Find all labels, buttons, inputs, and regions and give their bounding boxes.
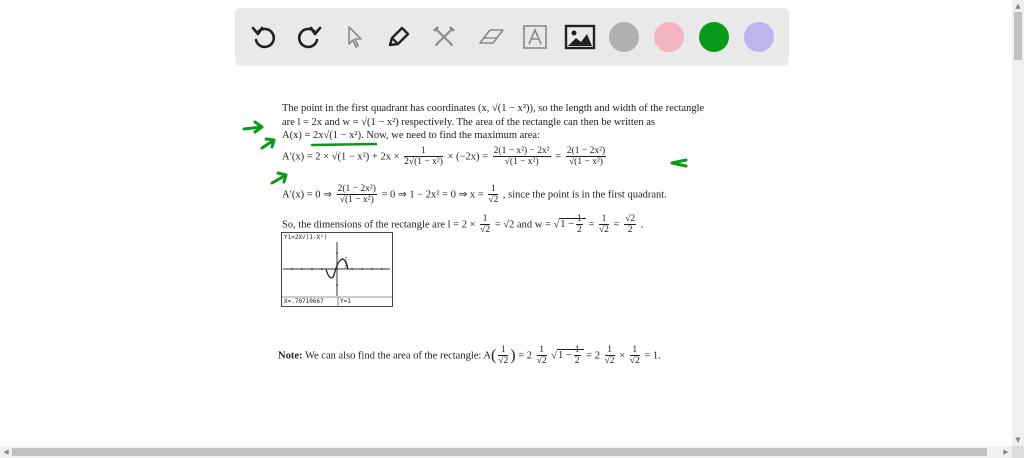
green-underline: [312, 144, 376, 145]
zero-tail: , since the point is in the first quadrant.: [502, 189, 667, 201]
dims-l-den: √2: [480, 225, 491, 235]
calc-y-readout: Y=1: [340, 298, 351, 305]
sqrt-symbol: √: [553, 219, 560, 231]
note-c-frac: [630, 345, 640, 367]
note-b-den: √2: [604, 356, 615, 366]
zero-lhs: A′(x) = 0 ⇒: [282, 189, 332, 201]
color-swatch-pink[interactable]: [654, 22, 684, 52]
note-label: Note:: [278, 350, 303, 362]
note-r-frac: [574, 345, 581, 367]
deriv-frac-1-den: 2√(1 − x²): [404, 157, 443, 167]
dims-w-frac-2: [599, 214, 609, 236]
note-c-den: √2: [629, 356, 640, 366]
doc-line-3: A(x) = 2x√(1 − x²). Now, we need to find the maximum area:: [282, 130, 541, 141]
doc-line-2: are l = 2x and w = √(1 − x²) respectively. The area of the rectangle can then be written as: [282, 117, 656, 128]
scroll-down-icon[interactable]: ▼: [1015, 436, 1021, 444]
dims-w-den-3: 2: [627, 225, 633, 235]
dims-lhs: So, the dimensions of the rectangle are l = 2 ×: [282, 219, 476, 231]
zero-frac-den: √(1 − x²): [339, 195, 374, 205]
deriv-mid: × (−2x) =: [447, 151, 489, 163]
note-rad-inside: 1 −: [558, 350, 572, 362]
deriv-lhs: A′(x) = 2 × √(1 − x²) + 2x ×: [282, 151, 400, 163]
deriv-frac-3-num: 2(1 − 2x²): [566, 146, 606, 156]
deriv-eq: =: [555, 151, 562, 163]
dims-w-den: 2: [577, 225, 582, 235]
note-r-den: 2: [574, 356, 580, 366]
color-swatch-gray[interactable]: [609, 22, 639, 52]
note-eq1: = 2: [518, 350, 533, 362]
pen-icon[interactable]: [383, 21, 415, 53]
scroll-up-icon[interactable]: ▲: [1015, 2, 1021, 10]
drawing-toolbar: [235, 8, 789, 66]
dims-w-num: 1: [577, 214, 582, 224]
green-arrow-1: [244, 122, 262, 132]
deriv-frac-2-num: 2(1 − x²) − 2x²: [493, 146, 550, 156]
green-arrow-3: [272, 173, 286, 183]
calc-formula: Y1=2X√(1-X²): [284, 234, 328, 241]
zero-x-frac: [488, 184, 498, 206]
deriv-frac-1: [404, 146, 443, 168]
dims-w-radical: [559, 214, 586, 235]
deriv-frac-2-den: √(1 − x²): [504, 157, 539, 167]
note-c-num: 1: [630, 345, 640, 356]
doc-line-1: The point in the first quadrant has coordinates (x, √(1 − x²)), so the length and width of the rectangle: [282, 103, 705, 114]
note-a-frac: [537, 345, 547, 367]
note-eq2: = 2: [586, 350, 600, 362]
deriv-frac-2: [493, 146, 551, 168]
zero-x-den: √2: [488, 195, 499, 205]
eraser-icon[interactable]: [475, 21, 507, 53]
dims-w-num-2: 1: [599, 214, 609, 225]
note-b-num: 1: [605, 345, 615, 356]
vertical-scrollbar[interactable]: [1012, 0, 1024, 446]
note-a-den: √2: [536, 356, 547, 366]
dims-end: .: [640, 219, 644, 231]
dims-w-den-2: √2: [598, 225, 609, 235]
note-sqrt-symbol: √: [551, 350, 557, 362]
horizontal-scrollbar[interactable]: [0, 446, 1012, 458]
note-r-num: 1: [574, 345, 580, 355]
zero-x-num: 1: [488, 184, 498, 195]
dims-l-num: 1: [480, 214, 490, 225]
calc-x-readout: X=.70710667: [284, 298, 324, 305]
dims-l-frac: [480, 214, 490, 236]
color-swatch-green[interactable]: [699, 22, 729, 52]
scroll-right-icon[interactable]: ▶: [1003, 448, 1009, 456]
note-a-num: 1: [537, 345, 547, 356]
dims-w-eq1: =: [588, 219, 595, 231]
note-arg-frac: [498, 345, 508, 367]
deriv-frac-3-den: √(1 − x²): [568, 157, 603, 167]
note-result: = 1.: [644, 350, 661, 362]
color-swatch-lavender[interactable]: [744, 22, 774, 52]
note-radical: [557, 345, 584, 366]
vertical-scroll-thumb[interactable]: [1014, 12, 1022, 60]
image-icon[interactable]: [564, 21, 596, 53]
pointer-icon[interactable]: [338, 21, 370, 53]
zero-frac-num: 2(1 − 2x²): [337, 184, 376, 194]
tools-icon[interactable]: [428, 21, 460, 53]
scrollbar-corner: [1012, 446, 1024, 458]
dims-w-inside: 1 −: [560, 219, 575, 231]
green-arrow-4: [672, 160, 686, 166]
zero-equation: [282, 184, 667, 206]
deriv-frac-1-num: 1: [404, 146, 443, 157]
note-b-frac: [605, 345, 615, 367]
derivative-equation: [282, 146, 608, 168]
scroll-left-icon[interactable]: ◀: [3, 448, 9, 456]
note-arg-num: 1: [498, 345, 508, 356]
zero-frac: [337, 184, 377, 206]
dims-w-eq2: =: [613, 219, 620, 231]
note-text: We can also find the area of the rectangle: A: [304, 350, 491, 362]
note-arg-den: √2: [498, 356, 509, 366]
undo-icon[interactable]: [248, 21, 280, 53]
redo-icon[interactable]: [293, 21, 325, 53]
calc-graph: [282, 233, 392, 306]
green-arrow-2: [262, 139, 274, 148]
dims-w-frac-3: [624, 214, 636, 236]
deriv-frac-3: [566, 146, 606, 168]
note-line: Note: We can also find the area of the rectangle: A( $\frac{1}{√2}$ ) = 2 $\frac{1}{√2}$ √1 − $\frac{1}{2}$ = 2 $\frac{1}{√2}$ × $\frac{1}{√2}$ = 1.: [278, 345, 661, 366]
note-times: ×: [619, 350, 626, 362]
dims-l-tail: = √2 and w =: [494, 219, 551, 231]
dims-w-frac: [576, 214, 583, 236]
text-icon[interactable]: [519, 21, 551, 53]
zero-mid: = 0 ⇒ 1 − 2x² = 0 ⇒ x =: [381, 189, 484, 201]
dims-w-num-3: √2: [625, 214, 636, 224]
calculator-graph-screen: [281, 232, 393, 307]
horizontal-scroll-thumb[interactable]: [12, 448, 987, 456]
